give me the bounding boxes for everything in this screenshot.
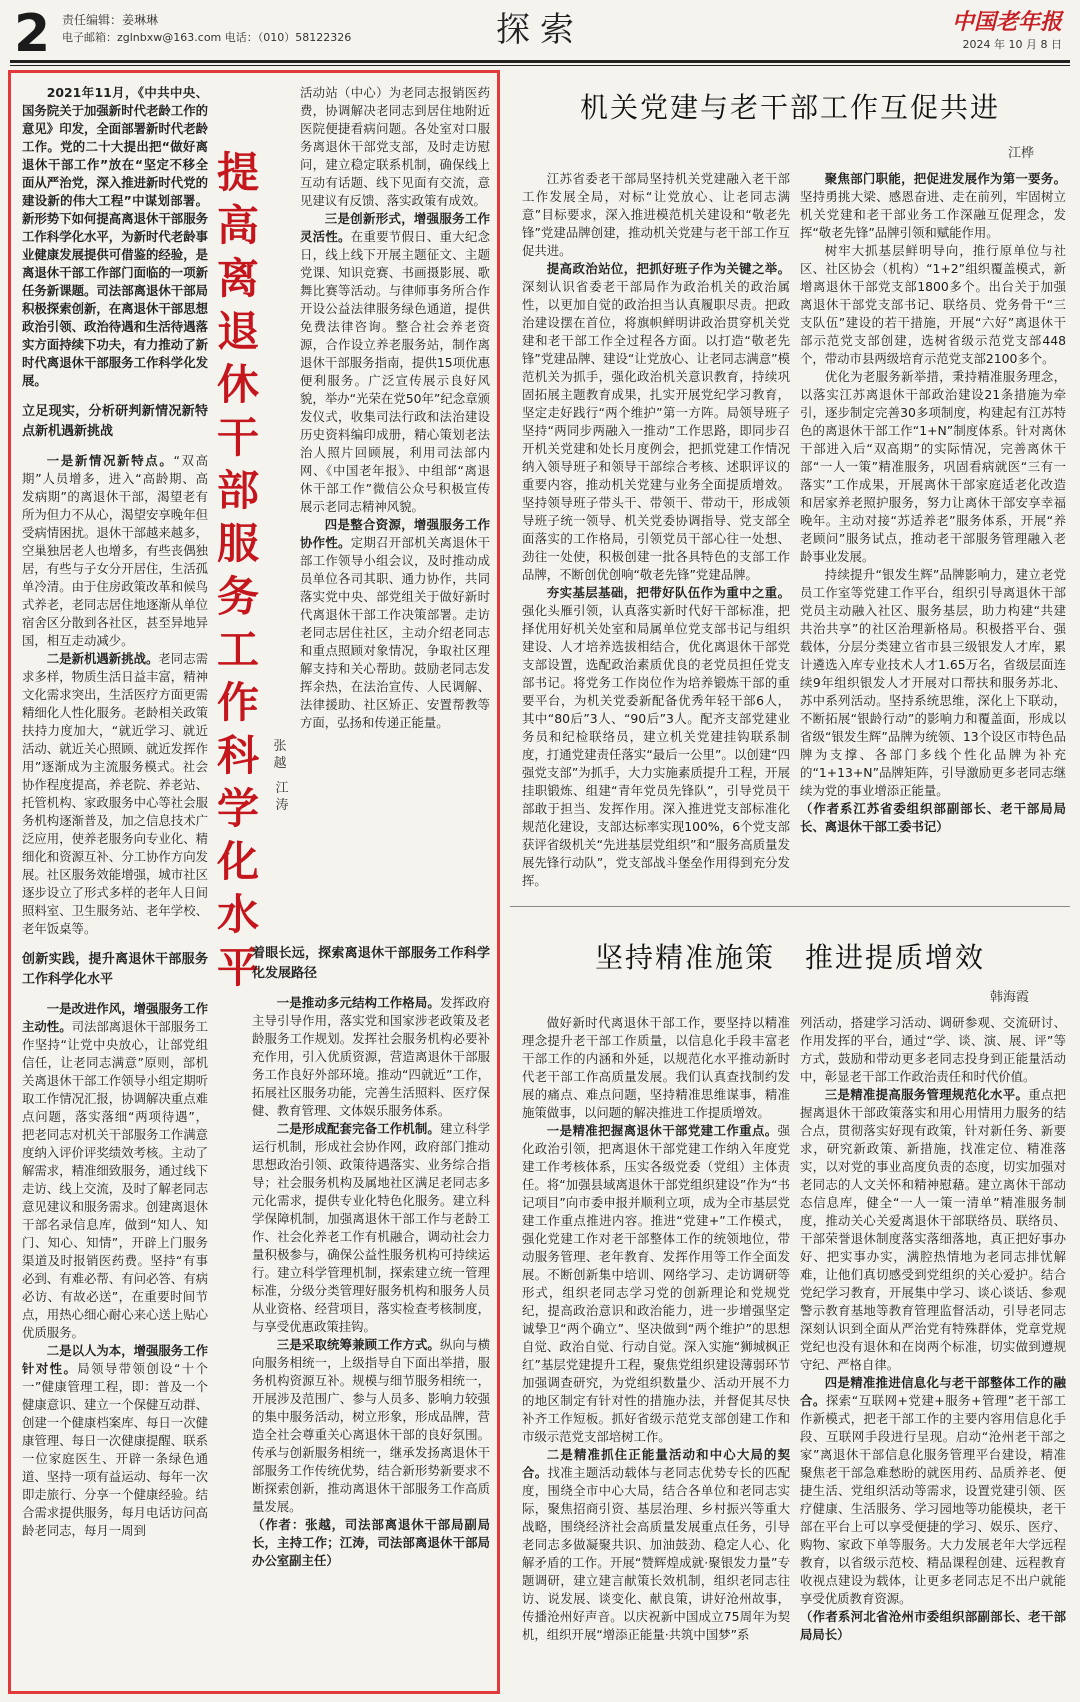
paragraph: 持续提升“银发生辉”品牌影响力，建立老党员工作室等党建工作平台，组织引导离退休干部党员主动融入社区、服务基层，助力构建“共建共治共享”的社区治理新格局。积极搭平台、强载体，分层分类建立省市县三级银发人才库，累计遴选入库专业技术人才1.65万名，省级层面连续9年组织银发人才开展对口帮扶和服务苏北、苏中系列活动。坚持系统思维，深化上下联动，不断拓展“银龄行动”的影响力和覆盖面，形成以省级“银发生辉”品牌为统领、13个设区市特色品牌为支撑、各部门多线个性化品牌为补充的“1+13+N”品牌矩阵，引导激励更多老同志继续为党的事业增添正能量。 xyxy=(800,567,1066,798)
paragraph: 江苏省委老干部局坚持机关党建融入老干部工作发展全局，对标“让党放心、让老同志满意”目标要求，深入推进模范机关建设和“敬老先锋”党建品牌创建，推动机关党建与老干部工作互促共进。 xyxy=(522,171,790,258)
article-right-bottom-title: 坚持精准施策 推进提质增效 xyxy=(594,941,985,974)
newspaper-logo: 中国老年报 xyxy=(951,9,1062,35)
paragraph-continued: 列活动，搭建学习活动、调研参观、交流研讨、作用发挥的平台，通过“学、谈、演、展、评”等方式，鼓励和带动更多老同志投身到正能量活动中，彰显老干部工作政治责任和时代价值。 xyxy=(800,1015,1066,1084)
article-right-top-title: 机关党建与老干部工作互促共进 xyxy=(579,91,1000,124)
paragraph: 一是改进作风，增强服务工作主动性。司法部离退休干部服务工作坚持“让党中央放心，让部党组信任，让老同志满意”原则，部机关离退休干部工作领导小组定期听取工作情况汇报，协调解决重点难点问题，落实落细“两项待遇”，把老同志对机关干部服务工作满意度纳入评价评奖绩效考核。主动了解需求，精准细致服务，通过线下走访、线上交流，及时了解老同志意见建议和服务需求。创建离退休干部名录信息库，做到“知人、知门、知心、知情”，开辟上门服务渠道及时报销医药费。坚持“有事必到、有难必帮、有问必答、有病必访、有故必送”，在重要时间节点，用热心细心耐心来心送上贴心优质服务。 xyxy=(22,1001,208,1340)
paragraph: 夯实基层基础，把带好队伍作为重中之重。强化头雁引领，认真落实新时代好干部标准，把择优用好机关处室和局属单位党支部书记与组织建设、人才培养选拔相结合，优化离退休干部党支部设置，选配政治素质优良的老党员担任党支部书记。将党务工作岗位作为培养锻炼干部的重要平台，为机关党委新配备优秀年轻干部6人，其中“80后”3人、“90后”3人。配齐支部党建业务员和纪检联络员，建立机关党建挂钩联系制度，打通党建责任落实“最后一公里”。以创建“四强党支部”为抓手，大力实施素质提升工程，开展挂职锻炼、组建“青年党员先锋队”，引导党员干部敢于担当、发挥作用。深入推进党支部标准化规范化建设，支部达标率实现100%，6个党支部获评省级机关“先进基层党组织”和“服务高质量发展先锋行动队”，党支部战斗堡垒作用得到充分发挥。 xyxy=(522,585,790,888)
article-right-top-column-2 xyxy=(800,170,1066,892)
subheading-2: 创新实践，提升离退休干部服务工作科学化水平 xyxy=(22,952,208,987)
paragraph: 优化为老服务新举措，秉持精准服务理念，以落实江苏离退休干部政治建设21条措施为牵引，逐步制定完善30多项制度，构建起有江苏特色的离退休干部工作“1+N”制度体系。针对离休干部进入后“双高期”的实际情况，完善离休干部“一人一策”精准服务，巩固看病就医“三有一落实”工作成果，开展离休干部家庭适老化改造和居家养老照护服务，努力让离休干部安享幸福晚年。主动对接“苏适养老”服务体系，开展“养老顾问”服务试点，推动老干部服务管理融入老龄事业发展。 xyxy=(800,369,1066,564)
article-right-top-author: 江桦 xyxy=(1008,146,1035,161)
paragraph-continued: 活动站（中心）为老同志报销医药费，协调解决老同志到居住地附近医院便捷看病问题。各处室对口服务离退休干部党支部，及时走访慰问，建立稳定联系机制，确保线上互动有话题、线下见面有交流，意见建议有反馈、落实政策有成效。 xyxy=(300,85,490,208)
article-left-intro: 2021年11月，《中共中央、国务院关于加强新时代老龄工作的意见》印发，全面部署新时代老龄工作。党的二十大提出把“做好离退休干部工作”放在“坚定不移全面从严治党，深入推进新时代党的建设新的伟大工程”中谋划部署。新形势下如何提高离退休干部服务工作科学化水平，为新时代老龄事业健康发展提供可借鉴的经验，是离退休干部工作部门面临的一项新任务新课题。司法部离退休干部局积极探索创新，在离退休干部思想政治引领、政治待遇和生活待遇落实方面持续下功夫，有力推动了新时代离退休干部服务工作科学化发展。 xyxy=(22,85,208,388)
article-left-title: 提高离退休干部服务工作科学化水平 xyxy=(216,148,259,992)
paragraph: 做好新时代离退休干部工作，要坚持以精准理念提升老干部工作质量，以信息化手段丰富老干部工作的内涵和外延，以规范化水平推动新时代老干部工作高质量发展。我们认真查找制约发展的痛点、难点问题，坚持精准思维谋事，精准施策做事，以问题的解决推进工作提质增效。 xyxy=(522,1015,790,1120)
article-right-bottom-column-2 xyxy=(800,1014,1066,1686)
paragraph: 提高政治站位，把抓好班子作为关键之举。深刻认识省委老干部局作为政治机关的政治属性，以更加自觉的政治担当认真履职尽责。把政治建设摆在首位，将旗帜鲜明讲政治贯穿机关党建和老干部工作全过程各方面。以打造“敬老先锋”党建品牌、建设“让党放心、让老同志满意”模范机关为抓手，强化政治机关意识教育，持续巩固拓展主题教育成果，扎实开展党纪学习教育，坚定走好践行“两个维护”第一方阵。局领导班子坚持“两同步两融入一推动”工作思路，即同步召开机关党建和处长月度例会，把抓党建工作情况纳入领导班子和领导干部综合考核、述职评议的重要内容，推动机关党建与业务全面提质增效。坚持领导班子带头干、带领干、带动干，形成领导班子统一领导、机关党委协调指导、党支部全面落实的工作格局，引领党员干部心往一处想、劲往一处使，积极创建一批各具特色的支部工作品牌，不断创优创响“敬老先锋”党建品牌。 xyxy=(522,261,790,582)
paragraph: 二是精准抓住正能量活动和中心大局的契合。找准主题活动载体与老同志优势专长的匹配度，围绕全市中心大局，结合各单位和老同志实际，聚焦招商引资、基层治理、乡村振兴等重大战略，围绕经济社会高质量发展重点任务，引导老同志多做凝聚共识、加油鼓劲、稳定人心、化解矛盾的工作。开展“赞辉煌成就·聚银发力量”专题调研，建立建言献策长效机制，组织老同志往访、说发展、谈变化、献良策，讲好沧州故事，传播沧州好声音。以庆祝新中国成立75周年为契机，组织开展“增添正能量·共筑中国梦”系 xyxy=(522,1447,790,1642)
contact-info: 电子邮箱：zglnbxw@163.com 电话：（010）58122326 xyxy=(62,31,352,44)
section-title: 探索 xyxy=(496,10,584,50)
article-left-column-3 xyxy=(252,940,490,1684)
paragraph: 四是精准推进信息化与老干部整体工作的融合。探索“互联网+党建+服务+管理”老干部工作新模式，把老干部工作的主要内容用信息化手段、互联网手段进行呈现。启动“沧州老干部之家”离退休干部信息化服务管理平台建设，精准聚焦老干部急难愁盼的就医用药、品质养老、便捷生活、党组织活动等需求，设置党建引领、医疗健康、生活服务、学习园地等功能模块，老干部在平台上可以享受便捷的学习、娱乐、医疗、购物、家政下单等服务。大力发展老年大学远程教育，以省级示范校、精品课程创建、远程教育收视点建设为载体，让更多老同志足不出户就能享受优质教育资源。 xyxy=(800,1375,1066,1606)
paragraph: 三是精准提高服务管理规范化水平。重点把握离退休干部政策落实和用心用情用力服务的结合点，贯彻落实好现有政策，针对新任务、新要求，研究新政策、新措施，找准定位、精准落实，以对党的事业高度负责的态度，切实加强对老同志的人文关怀和精神慰藉。建立离休干部动态信息库，健全“一人一策一清单”精准服务制度，推动关心关爱离退休干部联络员、联络员、干部荣誉退休制度落实落细落地，真正把好事办好、把实事办实，满腔热情地为老同志排忧解难，让他们真切感受到党组织的关心爱护。结合党纪学习教育，开展集中学习、谈心谈话、参观警示教育基地等教育管理监督活动，引导老同志深刻认识到全面从严治党有特殊群体，党章党规党纪也没有退休和在岗两个标准，切实做到遵规守纪、严格自律。 xyxy=(800,1087,1066,1372)
paragraph: 一是新情况新特点。“双高期”人员增多，进入“高龄期、高发病期”的离退休干部，渴望老有所为但力不从心，渴望安享晚年但受病情困扰。退休干部越来越多，空巢独居老人也增多，有些丧偶独居，有些与子女分开居住，生活孤单冷清。由于住房政策改革和候鸟式养老，老同志居住地逐渐从单位宿舍区分散到各社区，甚至异地异国，相互走动减少。 xyxy=(22,453,208,648)
section-divider xyxy=(510,906,1070,907)
masthead-rule-thin xyxy=(10,65,1070,66)
paragraph: 二是形成配套完备工作机制。建立科学运行机制，形成社会协作网，政府部门推动思想政治引领、政策待遇落实、业务综合指导；社会服务机构及属地社区满足老同志多元化需求，提供专业化特色化服务。建立科学保障机制，加强离退休干部工作与老龄工作、社会化养老工作有机融合，调动社会力量积极参与，确保公益性服务机构可持续运行。建立科学管理机制，探索建立统一管理标准，分级分类管理好服务机构和服务人员从业资格、经营项目，落实检查考核制度，与享受优惠政策挂钩。 xyxy=(252,1121,490,1334)
article-left-column-2 xyxy=(300,84,490,934)
masthead-rule xyxy=(10,60,1070,63)
article-left-column-1 xyxy=(22,84,208,1682)
article-left-author-1: 张越 xyxy=(273,739,287,771)
article-right-bottom-author: 韩海霞 xyxy=(990,990,1030,1005)
issue-date: 2024 年 10 月 8 日 xyxy=(962,38,1062,51)
paragraph: 三是创新形式，增强服务工作灵活性。在重要节假日、重大纪念日，线上线下开展主题征文、主题党课、知识竞赛、书画摄影展、歌舞比赛等活动。与律师事务所合作开设公益法律服务绿色通道，提供免费法律咨询。整合社会养老资源，合作设立养老服务站，制作离退休干部服务指南，提供15项优惠便利服务。广泛宣传展示良好风貌，举办“光荣在党50年”纪念章颁发仪式，收集司法行政和法治建设历史资料编印成册，精心策划老法治人照片回顾展，利用司法部内网、《中国老年报》、中组部“离退休干部工作”微信公众号积极宣传展示老同志精神风貌。 xyxy=(300,211,490,514)
article-left-author-2: 江涛 xyxy=(275,781,289,813)
page-number: 2 xyxy=(14,4,51,64)
paragraph: 二是新机遇新挑战。老同志需求多样，物质生活日益丰富，精神文化需求突出，生活医疗方面更需精细化人性化服务。老龄相关政策扶持力度加大，“就近学习、就近活动、就近关心照顾、就近发挥作用”逐渐成为主流服务模式。社会协作程度提高，养老院、养老站、托管机构、家政服务中心等社会服务机构逐渐普及，加之信息技术广泛应用，使养老服务向专业化、精细化和资源互补、分工协作方向发展。社区服务效能增强，城市社区逐步设立了形式多样的老年人日间照料室、卫生服务站、老年学校、老年饭桌等。 xyxy=(22,651,208,936)
paragraph: 聚焦部门职能，把促进发展作为第一要务。坚持勇挑大梁、感恩奋进、走在前列，牢固树立机关党建和老干部业务工作深融互促理念，发挥“敬老先锋”品牌引领和赋能作用。 xyxy=(800,171,1066,240)
editor-credit: 责任编辑：姜琳琳 xyxy=(62,13,159,27)
subheading-1: 立足现实，分析研判新情况新特点新机遇新挑战 xyxy=(22,404,208,439)
article-right-top-column-1 xyxy=(522,170,790,892)
article-right-top-byline: （作者系江苏省委组织部副部长、老干部局局长、离退休干部工委书记） xyxy=(800,801,1066,834)
article-left-byline: （作者：张越，司法部离退休干部局副局长，主持工作；江涛，司法部离退休干部局办公室副主任） xyxy=(252,1517,490,1568)
paragraph: 一是精准把握离退休干部党建工作重点。强化政治引领，把离退休干部党建工作纳入年度党建工作考核体系，压实各级党委（党组）主体责任。将“加强县域离退休干部党组织建设”作为“书记项目”向市委申报并顺利立项，成为全市基层党建工作重点推进内容。推进“党建+”工作模式，强化党建工作对老干部整体工作的统领地位，带动服务管理、老年教育、发挥作用等工作全面发展。不断创新集中培训、网络学习、走访调研等形式，组织老同志学习党的创新理论和党规党纪，提高政治意识和政治能力，进一步增强坚定诚挚卫“两个确立”、坚决做到“两个维护”的思想自觉、政治自觉、行动自觉。深入实施“狮城枫正红”基层党建提升工程，聚焦党组织建设薄弱环节加强调查研究，为党组织数量少、活动开展不力的地区制定有针对性的措施办法，并督促其尽快补齐工作短板。抓好省级示范党支部创建工作和市级示范党支部培树工作。 xyxy=(522,1123,790,1444)
paragraph: 一是推动多元结构工作格局。发挥政府主导引导作用，落实党和国家涉老政策及老龄服务工作规划。发挥社会服务机构必要补充作用，引入优质资源，营造离退休干部服务工作良好外部环境。推动“四就近”工作，拓展社区服务功能，完善生活照料、医疗保健、教育管理、文体娱乐服务体系。 xyxy=(252,995,490,1118)
paragraph: 三是采取统筹兼顾工作方式。纵向与横向服务相统一，上级指导自下面出举措，服务机构资源互补。规模与细节服务相统一，开展涉及范围广、参与人员多、影响力较强的集中服务活动，树立形象，形成品牌，营造全社会尊重关心离退休干部的良好氛围。传承与创新服务相统一，继承发扬离退休干部服务工作传统优势，结合新形势新要求不断探索创新，推动离退休干部服务工作高质量发展。 xyxy=(252,1337,490,1514)
paragraph: 树牢大抓基层鲜明导向，推行原单位与社区、社区协会（机构）“1+2”组织覆盖模式，新增离退休干部党支部1800多个。出台关于加强离退休干部党支部书记、联络员、党务骨干“三支队伍”建设的若干措施，开展“六好”离退休干部示范党支部创建，选树省级示范党支部448个，带动市县两级培育示范党支部2100多个。 xyxy=(800,243,1066,366)
paragraph: 四是整合资源，增强服务工作协作性。定期召开部机关离退休干部工作领导小组会议，及时推动成员单位各司其职、通力协作，共同落实党中央、部党组关于做好新时代离退休干部工作决策部署。走访老同志居住社区，主动介绍老同志和重点照顾对象情况，争取社区理解支持和关心帮助。鼓励老同志发挥余热，在法治宣传、人民调解、法律援助、社区矫正、安置帮教等方面，弘扬和传递正能量。 xyxy=(300,517,490,730)
article-right-bottom-byline: （作者系河北省沧州市委组织部副部长、老干部局局长） xyxy=(800,1609,1066,1642)
subheading-3: 着眼长远，探索离退休干部服务工作科学化发展路径 xyxy=(252,946,490,981)
article-right-bottom-column-1 xyxy=(522,1014,790,1686)
paragraph: 二是以人为本，增强服务工作针对性。局领导带领创设“十个一”健康管理工程，即：普及一个健康意识、建立一个保健互动群、创建一个健康档案库、每日一次健康管理、每日一次健康提醒、联系一位家庭医生、开辟一条绿色通道、坚持一项有益运动、每年一次即走旅行、分享一个健康经验。结合需求提供服务，每月电话访问高龄老同志，每月一周到 xyxy=(22,1343,208,1538)
